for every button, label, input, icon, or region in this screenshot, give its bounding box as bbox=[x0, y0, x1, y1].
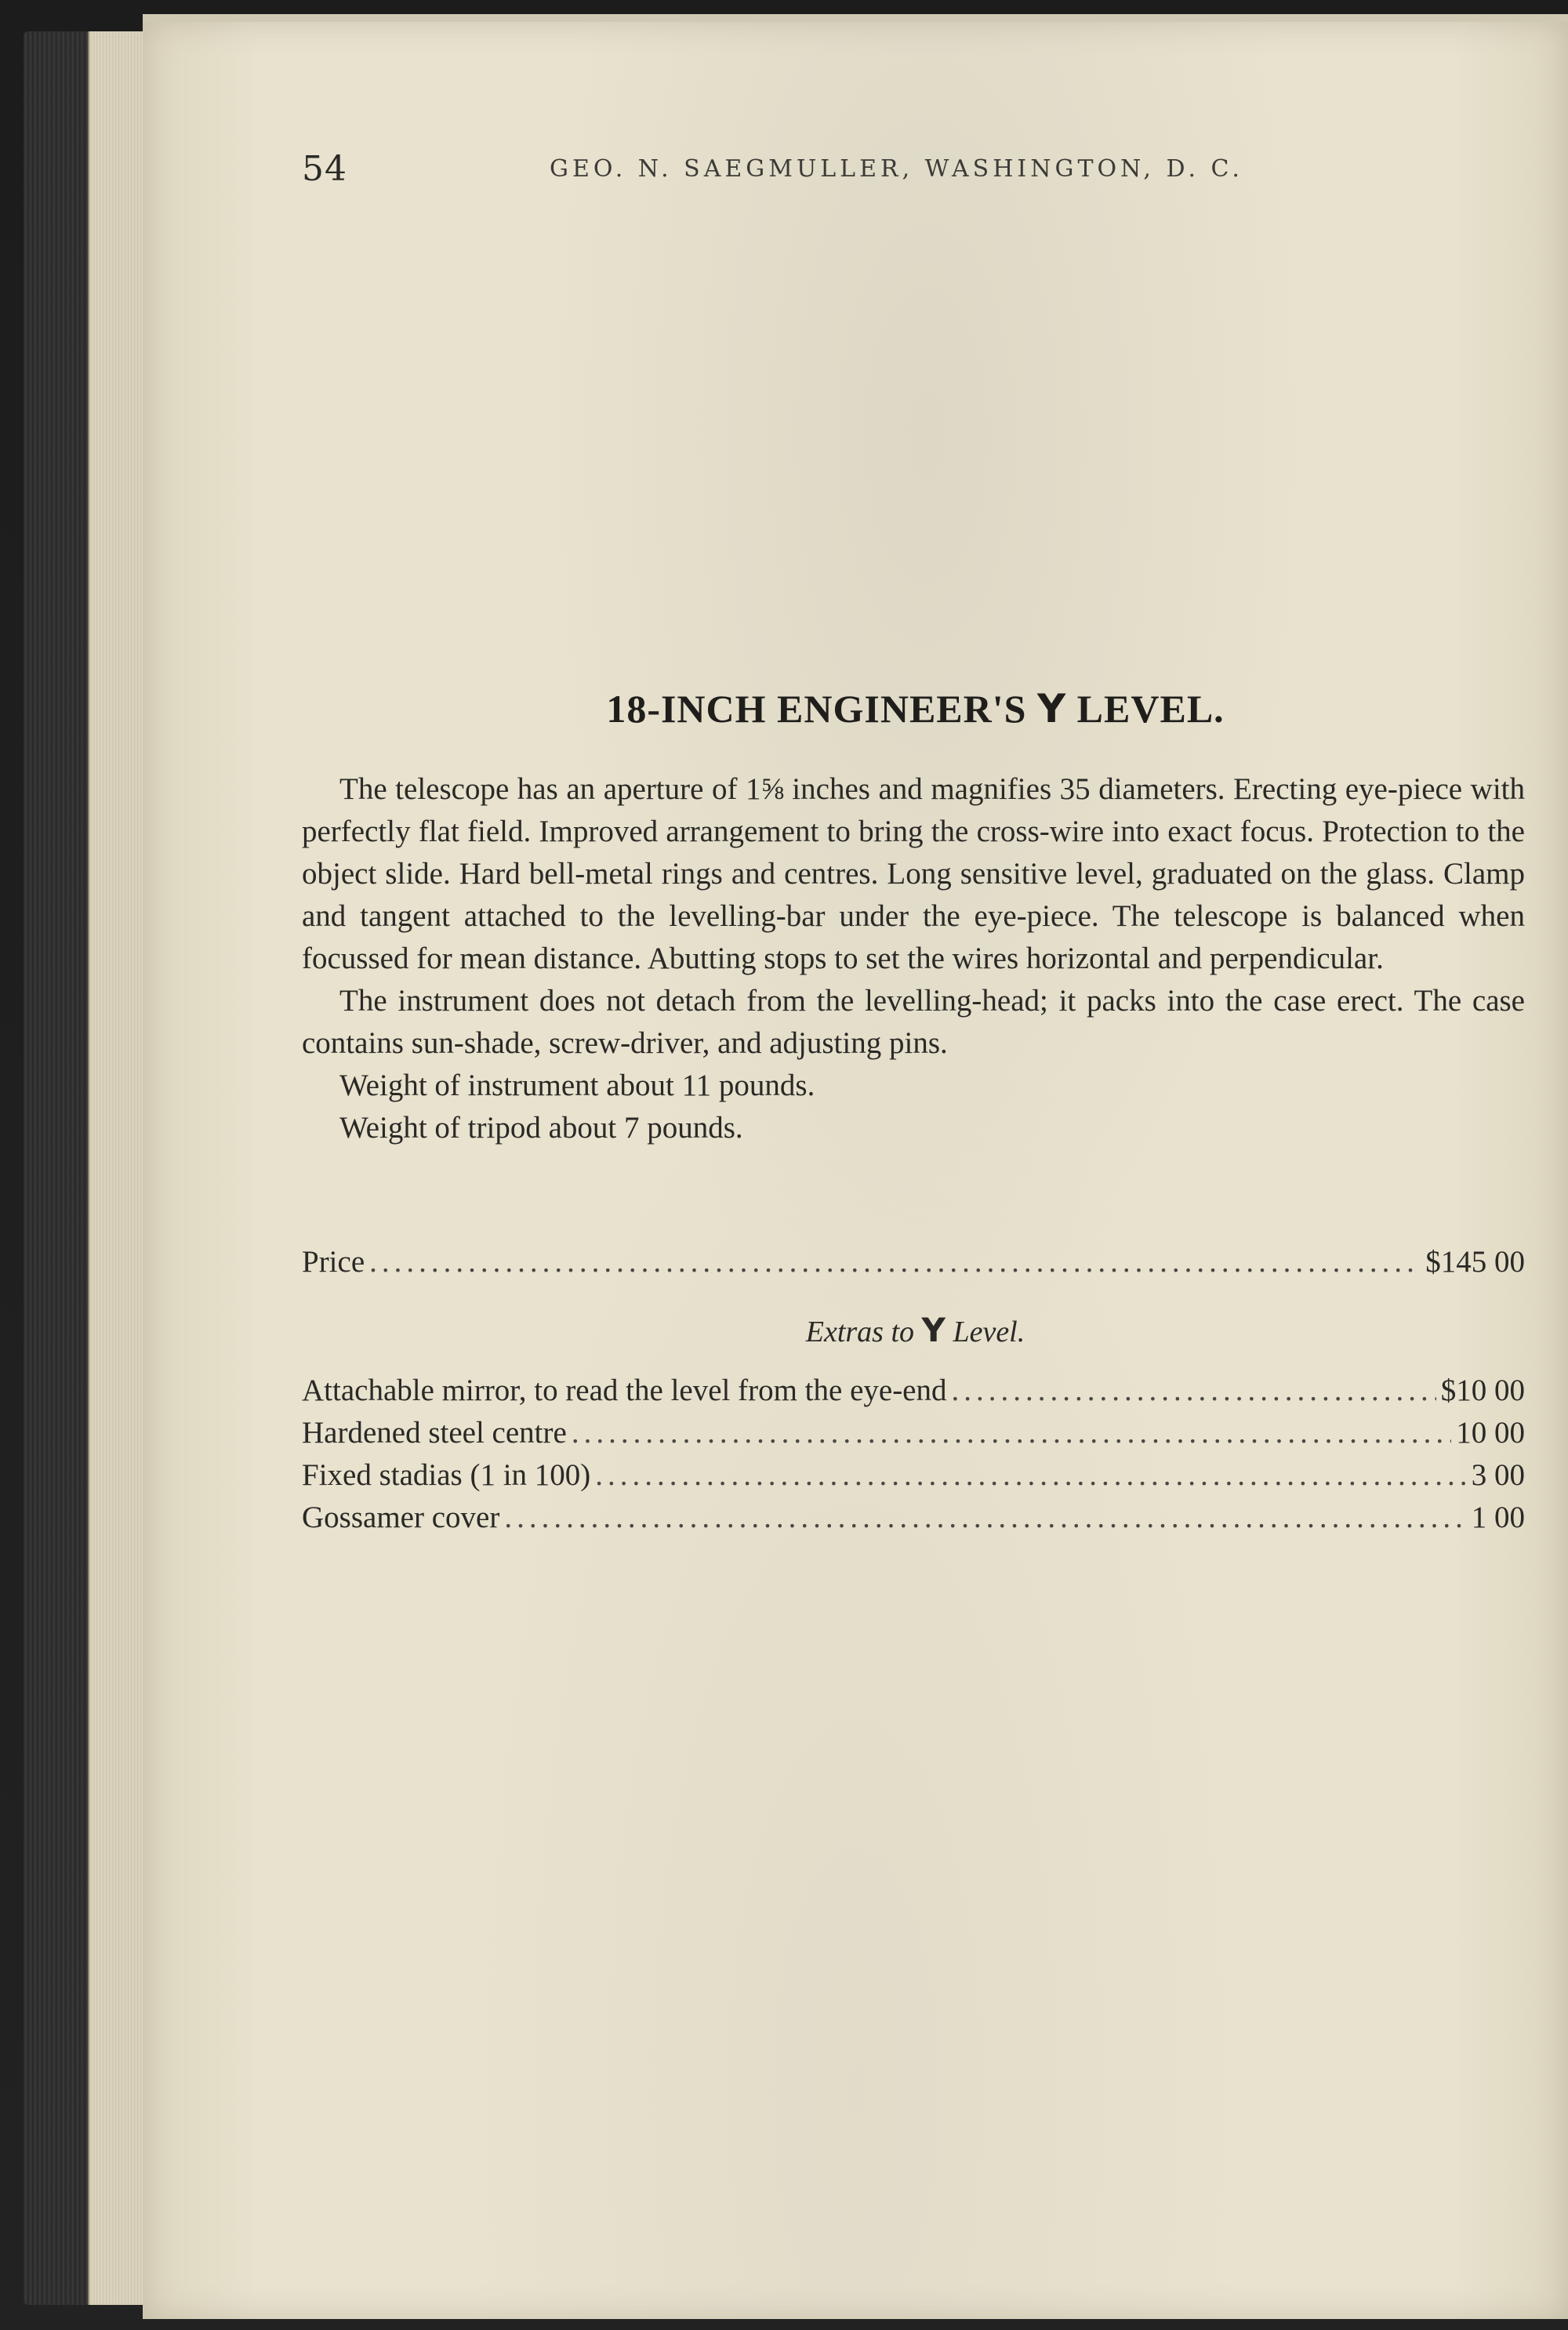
book-spine bbox=[24, 31, 90, 2305]
extras-item-amount: 1 00 bbox=[1471, 1501, 1525, 1534]
price-amount: $145 00 bbox=[1425, 1245, 1525, 1279]
description-text bbox=[302, 768, 1525, 1149]
dot-leader bbox=[595, 1454, 1466, 1497]
extras-item-label: Attachable mirror, to read the level from the eye-end bbox=[302, 1374, 947, 1407]
extras-item bbox=[302, 1412, 1525, 1454]
paragraph-telescope: The telescope has an aperture of 1⅝ inches and magnifies 35 diameters. Erecting eye-piece with perfectly flat field. Improved arrangement to bring the cross-wire into exact focus. Protection to the object slide. Hard bell-metal rings and centres. Long sensitive level, graduated on the glass. Clamp and tangent attached to the levelling-bar under the eye-piece. The telescope is balanced when focussed for mean distance. Abutting stops to set the wires horizontal and perpendicular. bbox=[302, 772, 1525, 975]
section-title bbox=[302, 686, 1529, 731]
extras-list bbox=[302, 1370, 1525, 1539]
running-title: GEO. N. SAEGMULLER, WASHINGTON, D. C. bbox=[550, 155, 1243, 183]
extras-item-label: Fixed stadias (1 in 100) bbox=[302, 1458, 591, 1492]
dot-leader bbox=[504, 1497, 1466, 1539]
section-title-pre: 18-INCH ENGINEER'S bbox=[606, 687, 1027, 731]
extras-item-label: Gossamer cover bbox=[302, 1501, 500, 1534]
section-title-post: LEVEL. bbox=[1076, 687, 1225, 731]
extras-item-amount: 10 00 bbox=[1456, 1416, 1525, 1450]
page-number: 54 bbox=[302, 149, 347, 189]
extras-item-amount: $10 00 bbox=[1440, 1374, 1525, 1407]
extras-heading-pre: Extras to bbox=[805, 1316, 915, 1348]
price-label: Price bbox=[302, 1245, 365, 1279]
price-row bbox=[302, 1241, 1525, 1283]
extras-heading bbox=[302, 1311, 1529, 1349]
extras-heading-post: Level. bbox=[953, 1316, 1025, 1348]
paragraph-instrument-weight: Weight of instrument about 11 pounds. bbox=[339, 1069, 815, 1102]
extras-item-amount: 3 00 bbox=[1471, 1458, 1525, 1492]
dot-leader bbox=[952, 1370, 1436, 1412]
y-level-glyph: Y bbox=[1036, 686, 1067, 731]
extras-item-label: Hardened steel centre bbox=[302, 1416, 567, 1450]
running-head bbox=[302, 149, 1529, 196]
extras-item bbox=[302, 1370, 1525, 1412]
extras-item bbox=[302, 1454, 1525, 1497]
dot-leader bbox=[572, 1412, 1451, 1454]
extras-item bbox=[302, 1497, 1525, 1539]
y-level-glyph: Y bbox=[921, 1311, 946, 1349]
page bbox=[143, 22, 1568, 2319]
paragraph-instrument: The instrument does not detach from the levelling-head; it packs into the case erect. The case contains sun-shade, screw-driver, and adjusting pins. bbox=[302, 984, 1525, 1060]
dot-leader bbox=[369, 1241, 1421, 1283]
paragraph-tripod-weight: Weight of tripod about 7 pounds. bbox=[339, 1111, 743, 1145]
